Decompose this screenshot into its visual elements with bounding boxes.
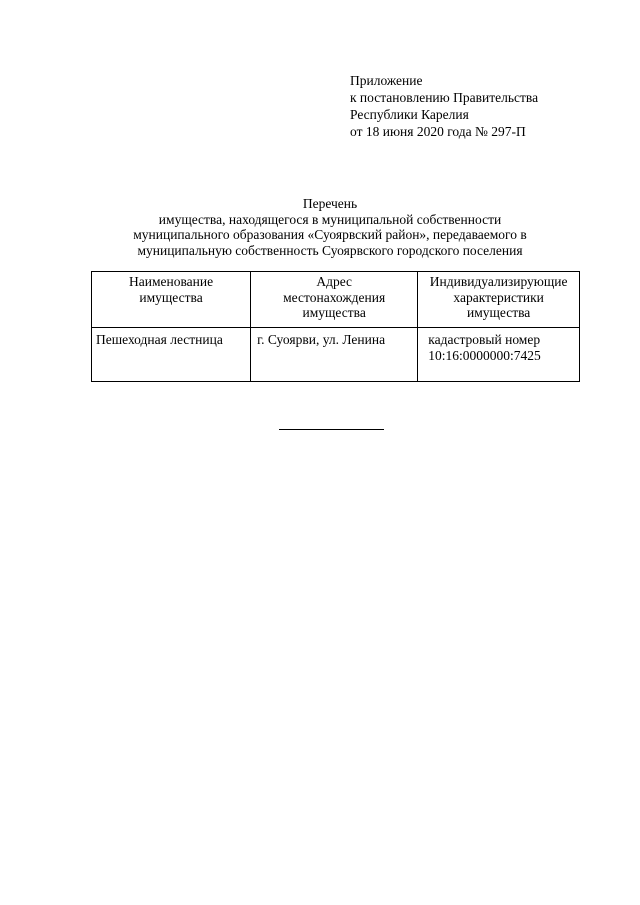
table-row bbox=[92, 328, 580, 382]
title-line: муниципальную собственность Суоярвского городского поселения bbox=[137, 242, 523, 258]
appendix-republic: Республики Карелия bbox=[350, 107, 469, 122]
cell-property-name: Пешеходная лестница bbox=[92, 328, 251, 382]
header-address: Адрес местонахождения имущества bbox=[251, 272, 418, 328]
appendix-block bbox=[350, 72, 538, 140]
title-line: имущества, находящегося в муниципальной собственности bbox=[158, 211, 502, 227]
appendix-date-number: от 18 июня 2020 года № 297-П bbox=[350, 124, 526, 139]
document-title bbox=[80, 196, 580, 258]
title-heading: Перечень bbox=[302, 196, 358, 211]
appendix-title: Приложение bbox=[350, 73, 423, 88]
end-divider-line bbox=[279, 429, 384, 430]
header-characteristics: Индивидуализирующие характеристики имущества bbox=[418, 272, 580, 328]
appendix-resolution-ref: к постановлению Правительства bbox=[350, 90, 539, 105]
cell-property-characteristics: кадастровый номер 10:16:0000000:7425 bbox=[418, 328, 580, 382]
property-table bbox=[91, 271, 580, 382]
title-line: муниципального образования «Суоярвский район», передаваемого в bbox=[133, 227, 527, 242]
header-name: Наименование имущества bbox=[92, 272, 251, 328]
table-header-row bbox=[92, 272, 580, 328]
cell-property-address: г. Суоярви, ул. Ленина bbox=[251, 328, 418, 382]
